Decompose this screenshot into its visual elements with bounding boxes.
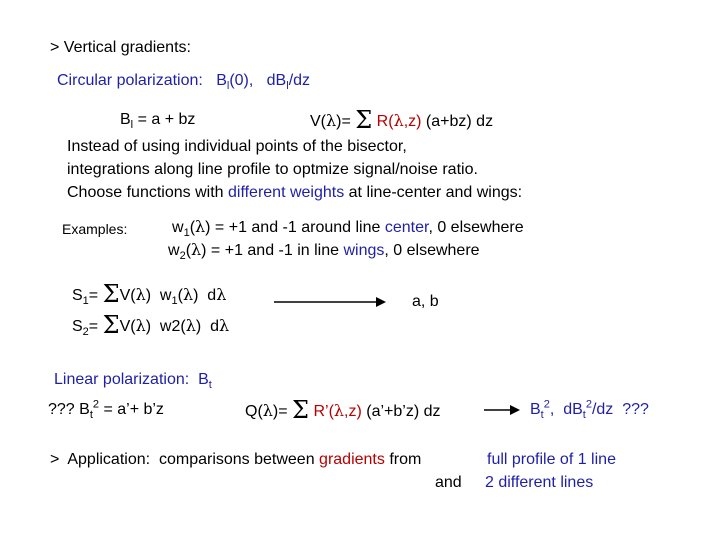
- paragraph-line-1: Instead of using individual points of the bisector,: [67, 138, 407, 155]
- bt-result-b2-sup: 2: [585, 398, 592, 411]
- eq-v-r-suffix: ,z): [403, 113, 422, 130]
- s2-eq: =: [88, 318, 103, 335]
- paragraph-line-3: [67, 183, 522, 203]
- w2-lambda: λ: [191, 240, 202, 259]
- eq-v-mid: )=: [336, 113, 356, 130]
- eq-q-mid: )=: [272, 403, 293, 420]
- heading-vertical-gradients: [50, 38, 191, 58]
- eq-s2: [72, 311, 229, 341]
- w1-post: , 0 elsewhere: [428, 219, 524, 236]
- w1-base: w: [172, 219, 184, 236]
- bl0-base: B: [216, 72, 227, 89]
- s2-w: w2(: [151, 318, 186, 335]
- eq-bl-sub: l: [130, 119, 134, 132]
- dbl-prefix: dB: [266, 72, 287, 89]
- examples-label: Examples:: [62, 221, 128, 237]
- bt-result-sep: , dB: [549, 401, 583, 418]
- application-and: and: [435, 474, 462, 491]
- bt-result-rest: /dz ???: [591, 401, 649, 418]
- s1-w: w: [151, 287, 172, 304]
- eq-q-rest: (a’+b’z) dz: [361, 403, 441, 420]
- linear-eq-bt-sup: 2: [92, 398, 99, 411]
- eq-q-r-suffix: ,z): [344, 403, 362, 420]
- bl0-rest: (0),: [229, 72, 254, 89]
- w1-text: = +1 and -1 around line: [210, 219, 385, 236]
- eq-bl-rest: = a + bz: [133, 111, 196, 128]
- option-two-lines: 2 different lines: [485, 474, 594, 491]
- bt-result-b2-sub: t: [582, 409, 586, 422]
- w1-lambda: λ: [195, 217, 206, 236]
- s2-v: V(: [119, 318, 136, 335]
- linear-eq-bt-base: B: [79, 401, 90, 418]
- w2-base: w: [168, 242, 180, 259]
- example-w1: [172, 217, 524, 238]
- eq-v-r-prefix: R(: [372, 113, 394, 130]
- ab-result: a, b: [412, 293, 439, 310]
- paragraph-line-3-post: at line-center and wings:: [344, 184, 523, 201]
- bt-result-b1: B: [530, 401, 541, 418]
- bl0-sub: l: [226, 80, 230, 93]
- option-full-profile: full profile of 1 line: [487, 451, 616, 468]
- circular-polarization-line: [57, 71, 310, 91]
- s1-w-open: (: [177, 287, 183, 304]
- eq-s1: [72, 280, 226, 310]
- w2-text: = +1 and -1 in line: [206, 242, 344, 259]
- dbl-sub: l: [286, 80, 289, 93]
- sigma-symbol: Σ: [102, 280, 120, 308]
- w1-open: (: [189, 219, 196, 236]
- eq-bl: [120, 110, 195, 130]
- s1-sub: 1: [82, 295, 89, 308]
- eq-q: [245, 396, 441, 426]
- linear-label: Linear polarization:: [54, 371, 190, 388]
- s1-d: d: [198, 287, 217, 304]
- application-highlight: gradients: [319, 451, 385, 468]
- w2-open: (: [185, 242, 192, 259]
- eq-v-left: V(: [310, 113, 326, 130]
- s1-close: ): [145, 287, 152, 304]
- linear-bt-base: B: [198, 371, 209, 388]
- bt-result-b1-sup: 2: [543, 398, 550, 411]
- eq-v-lambda: λ: [326, 111, 337, 130]
- s1-w-close: ): [193, 287, 199, 304]
- paragraph-highlight: different weights: [227, 184, 345, 201]
- application-post: from: [384, 451, 422, 468]
- w2-highlight: wings: [343, 242, 385, 259]
- linear-eq-bt-sub: t: [89, 409, 93, 422]
- s1-w-sub: 1: [171, 295, 178, 308]
- eq-q-left: Q(: [245, 403, 263, 420]
- linear-bt-sub: t: [208, 379, 212, 392]
- s2-w-close: ): [195, 318, 202, 335]
- w1-close: ): [205, 219, 211, 236]
- s2-close: ): [145, 318, 152, 335]
- s2-lambda: λ: [135, 316, 146, 335]
- s2-base: S: [72, 318, 83, 335]
- s1-lambda: λ: [135, 285, 146, 304]
- linear-eq-prefix: ???: [48, 401, 80, 418]
- sigma-symbol: Σ: [355, 106, 373, 134]
- example-w2: [168, 240, 480, 261]
- bt-result: [530, 400, 649, 420]
- linear-polarization-line: [54, 370, 212, 390]
- heading-text: > Vertical gradients:: [50, 39, 191, 56]
- w2-post: , 0 elsewhere: [384, 242, 480, 259]
- eq-q-r-prefix: R’(: [309, 403, 334, 420]
- s1-w-lambda: λ: [182, 285, 194, 304]
- s1-d-lambda: λ: [216, 285, 227, 304]
- eq-v: [310, 106, 493, 136]
- bt-result-b1-sub: t: [540, 409, 544, 422]
- eq-q-lambda: λ: [262, 401, 273, 420]
- s2-sub: 2: [82, 326, 89, 339]
- w1-highlight: center: [384, 219, 429, 236]
- application-pre: > Application: comparisons between: [50, 451, 320, 468]
- eq-bl-base: B: [120, 111, 131, 128]
- s1-eq: =: [88, 287, 103, 304]
- paragraph-line-2: integrations along line profile to optmize signal/noise ratio.: [67, 161, 478, 178]
- linear-eq-rest: = a’+ b’z: [99, 401, 164, 418]
- dbl-rest: /dz: [288, 72, 311, 89]
- arrow-right-icon: [272, 296, 388, 308]
- s2-d-lambda: λ: [218, 316, 230, 335]
- w2-close: ): [201, 242, 207, 259]
- application-line: [50, 450, 421, 470]
- w1-sub: 1: [183, 227, 190, 240]
- arrow-right-icon: [482, 404, 522, 416]
- sigma-symbol: Σ: [292, 396, 310, 424]
- s2-w-lambda: λ: [185, 316, 196, 335]
- circular-label: Circular polarization:: [57, 72, 203, 89]
- eq-v-r-lambda: λ: [393, 111, 404, 130]
- s2-d: d: [201, 318, 219, 335]
- eq-linear-bt: [48, 400, 164, 420]
- s1-base: S: [72, 287, 83, 304]
- s1-v: V(: [119, 287, 136, 304]
- w2-sub: 2: [179, 250, 186, 263]
- eq-q-r-lambda: λ: [333, 401, 345, 420]
- eq-v-rest: (a+bz) dz: [421, 113, 494, 130]
- sigma-symbol: Σ: [102, 311, 120, 339]
- paragraph-line-3-pre: Choose functions with: [67, 184, 228, 201]
